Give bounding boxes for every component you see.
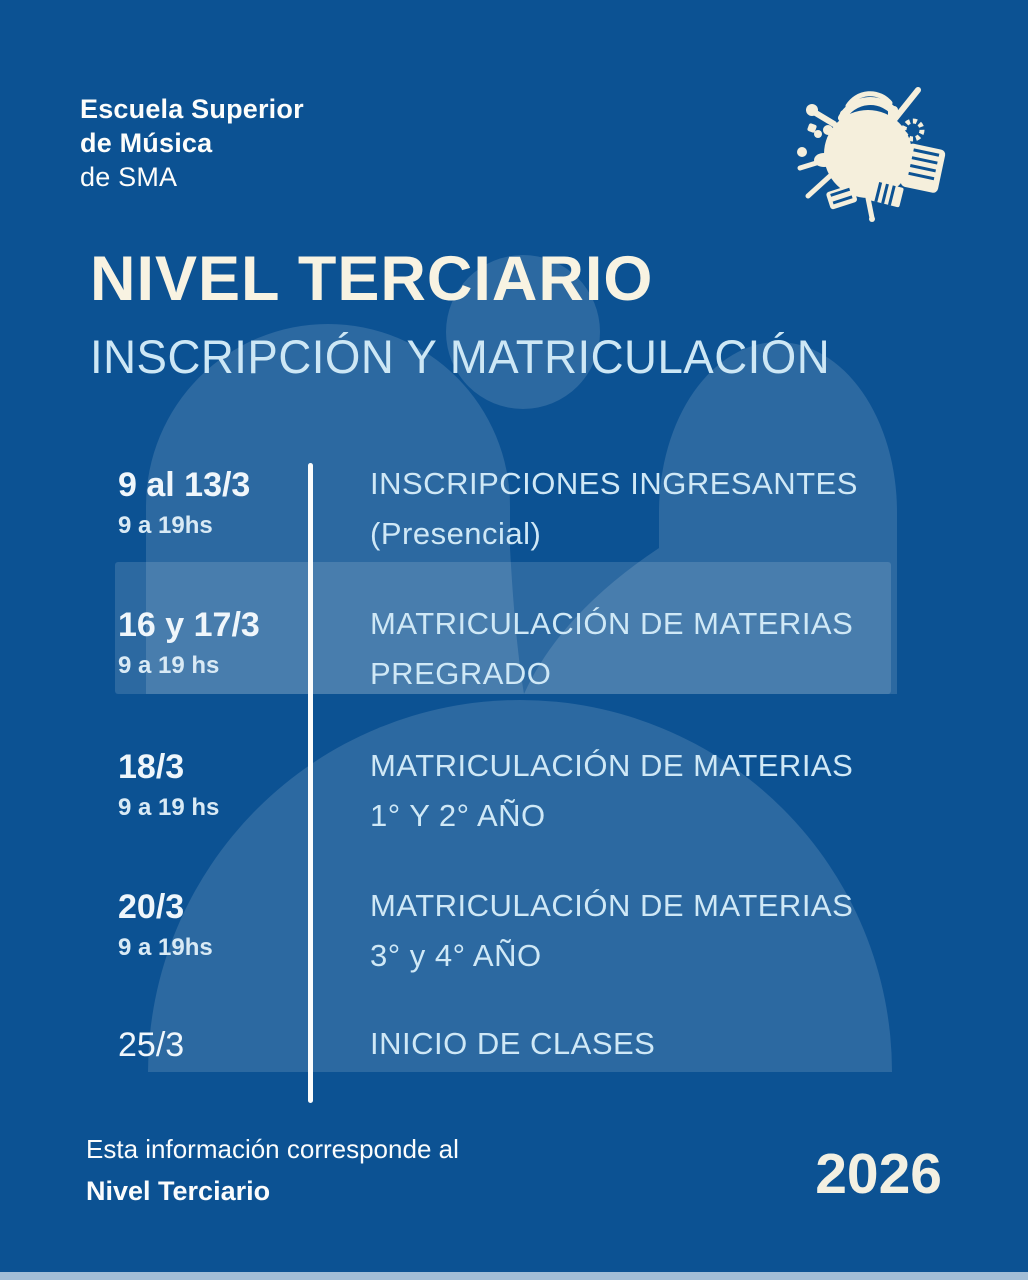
schedule-description-line1: MATRICULACIÓN DE MATERIAS (370, 606, 854, 641)
schedule-divider-line (308, 463, 313, 1103)
title-block (90, 244, 990, 383)
schedule-time: 9 a 19 hs (118, 652, 220, 679)
schedule-date: 9 al 13/3 (118, 466, 251, 504)
school-name-line1: Escuela Superior (80, 94, 304, 124)
schedule-date-column (118, 608, 298, 678)
schedule-time: 9 a 19 hs (118, 794, 220, 821)
footer-note (86, 1136, 459, 1205)
watermark-bottom-strip (0, 1272, 1028, 1280)
schedule-date: 25/3 (118, 1026, 185, 1064)
schedule-description-line1: INSCRIPCIONES INGRESANTES (370, 466, 858, 501)
footer-note-line2: Nivel Terciario (86, 1176, 271, 1206)
footer-note-line1: Esta información corresponde al (86, 1134, 459, 1164)
schedule-date-column (118, 468, 298, 538)
school-name-block (80, 92, 304, 194)
schedule-description-line1: MATRICULACIÓN DE MATERIAS (370, 748, 854, 783)
schedule-date-column (118, 1028, 298, 1062)
schedule-description-line1: MATRICULACIÓN DE MATERIAS (370, 888, 854, 923)
schedule-time: 9 a 19hs (118, 934, 213, 961)
school-name-line2: de Música (80, 128, 213, 158)
schedule-description-line2: 1° Y 2° AÑO (370, 798, 546, 833)
music-instruments-globe-icon (790, 72, 950, 222)
schedule-description-column (370, 608, 930, 689)
schedule-date: 16 y 17/3 (118, 606, 260, 644)
year-label: 2026 (815, 1142, 942, 1206)
schedule-description-column (370, 750, 930, 831)
schedule-date-column (118, 890, 298, 960)
school-name-line3: de SMA (80, 162, 178, 192)
schedule-date: 18/3 (118, 748, 185, 786)
schedule-description-column (370, 468, 930, 549)
schedule-description-column (370, 1028, 930, 1059)
schedule-time: 9 a 19hs (118, 512, 213, 539)
schedule-description-line2: (Presencial) (370, 516, 542, 551)
schedule-description-column (370, 890, 930, 971)
schedule-date-column (118, 750, 298, 820)
page-subtitle: INSCRIPCIÓN Y MATRICULACIÓN (90, 330, 831, 383)
schedule-description-line2: PREGRADO (370, 656, 552, 691)
schedule-date: 20/3 (118, 888, 185, 926)
schedule-description-line2: 3° y 4° AÑO (370, 938, 542, 973)
schedule-description-line1: INICIO DE CLASES (370, 1026, 656, 1061)
page-title: NIVEL TERCIARIO (90, 244, 654, 314)
